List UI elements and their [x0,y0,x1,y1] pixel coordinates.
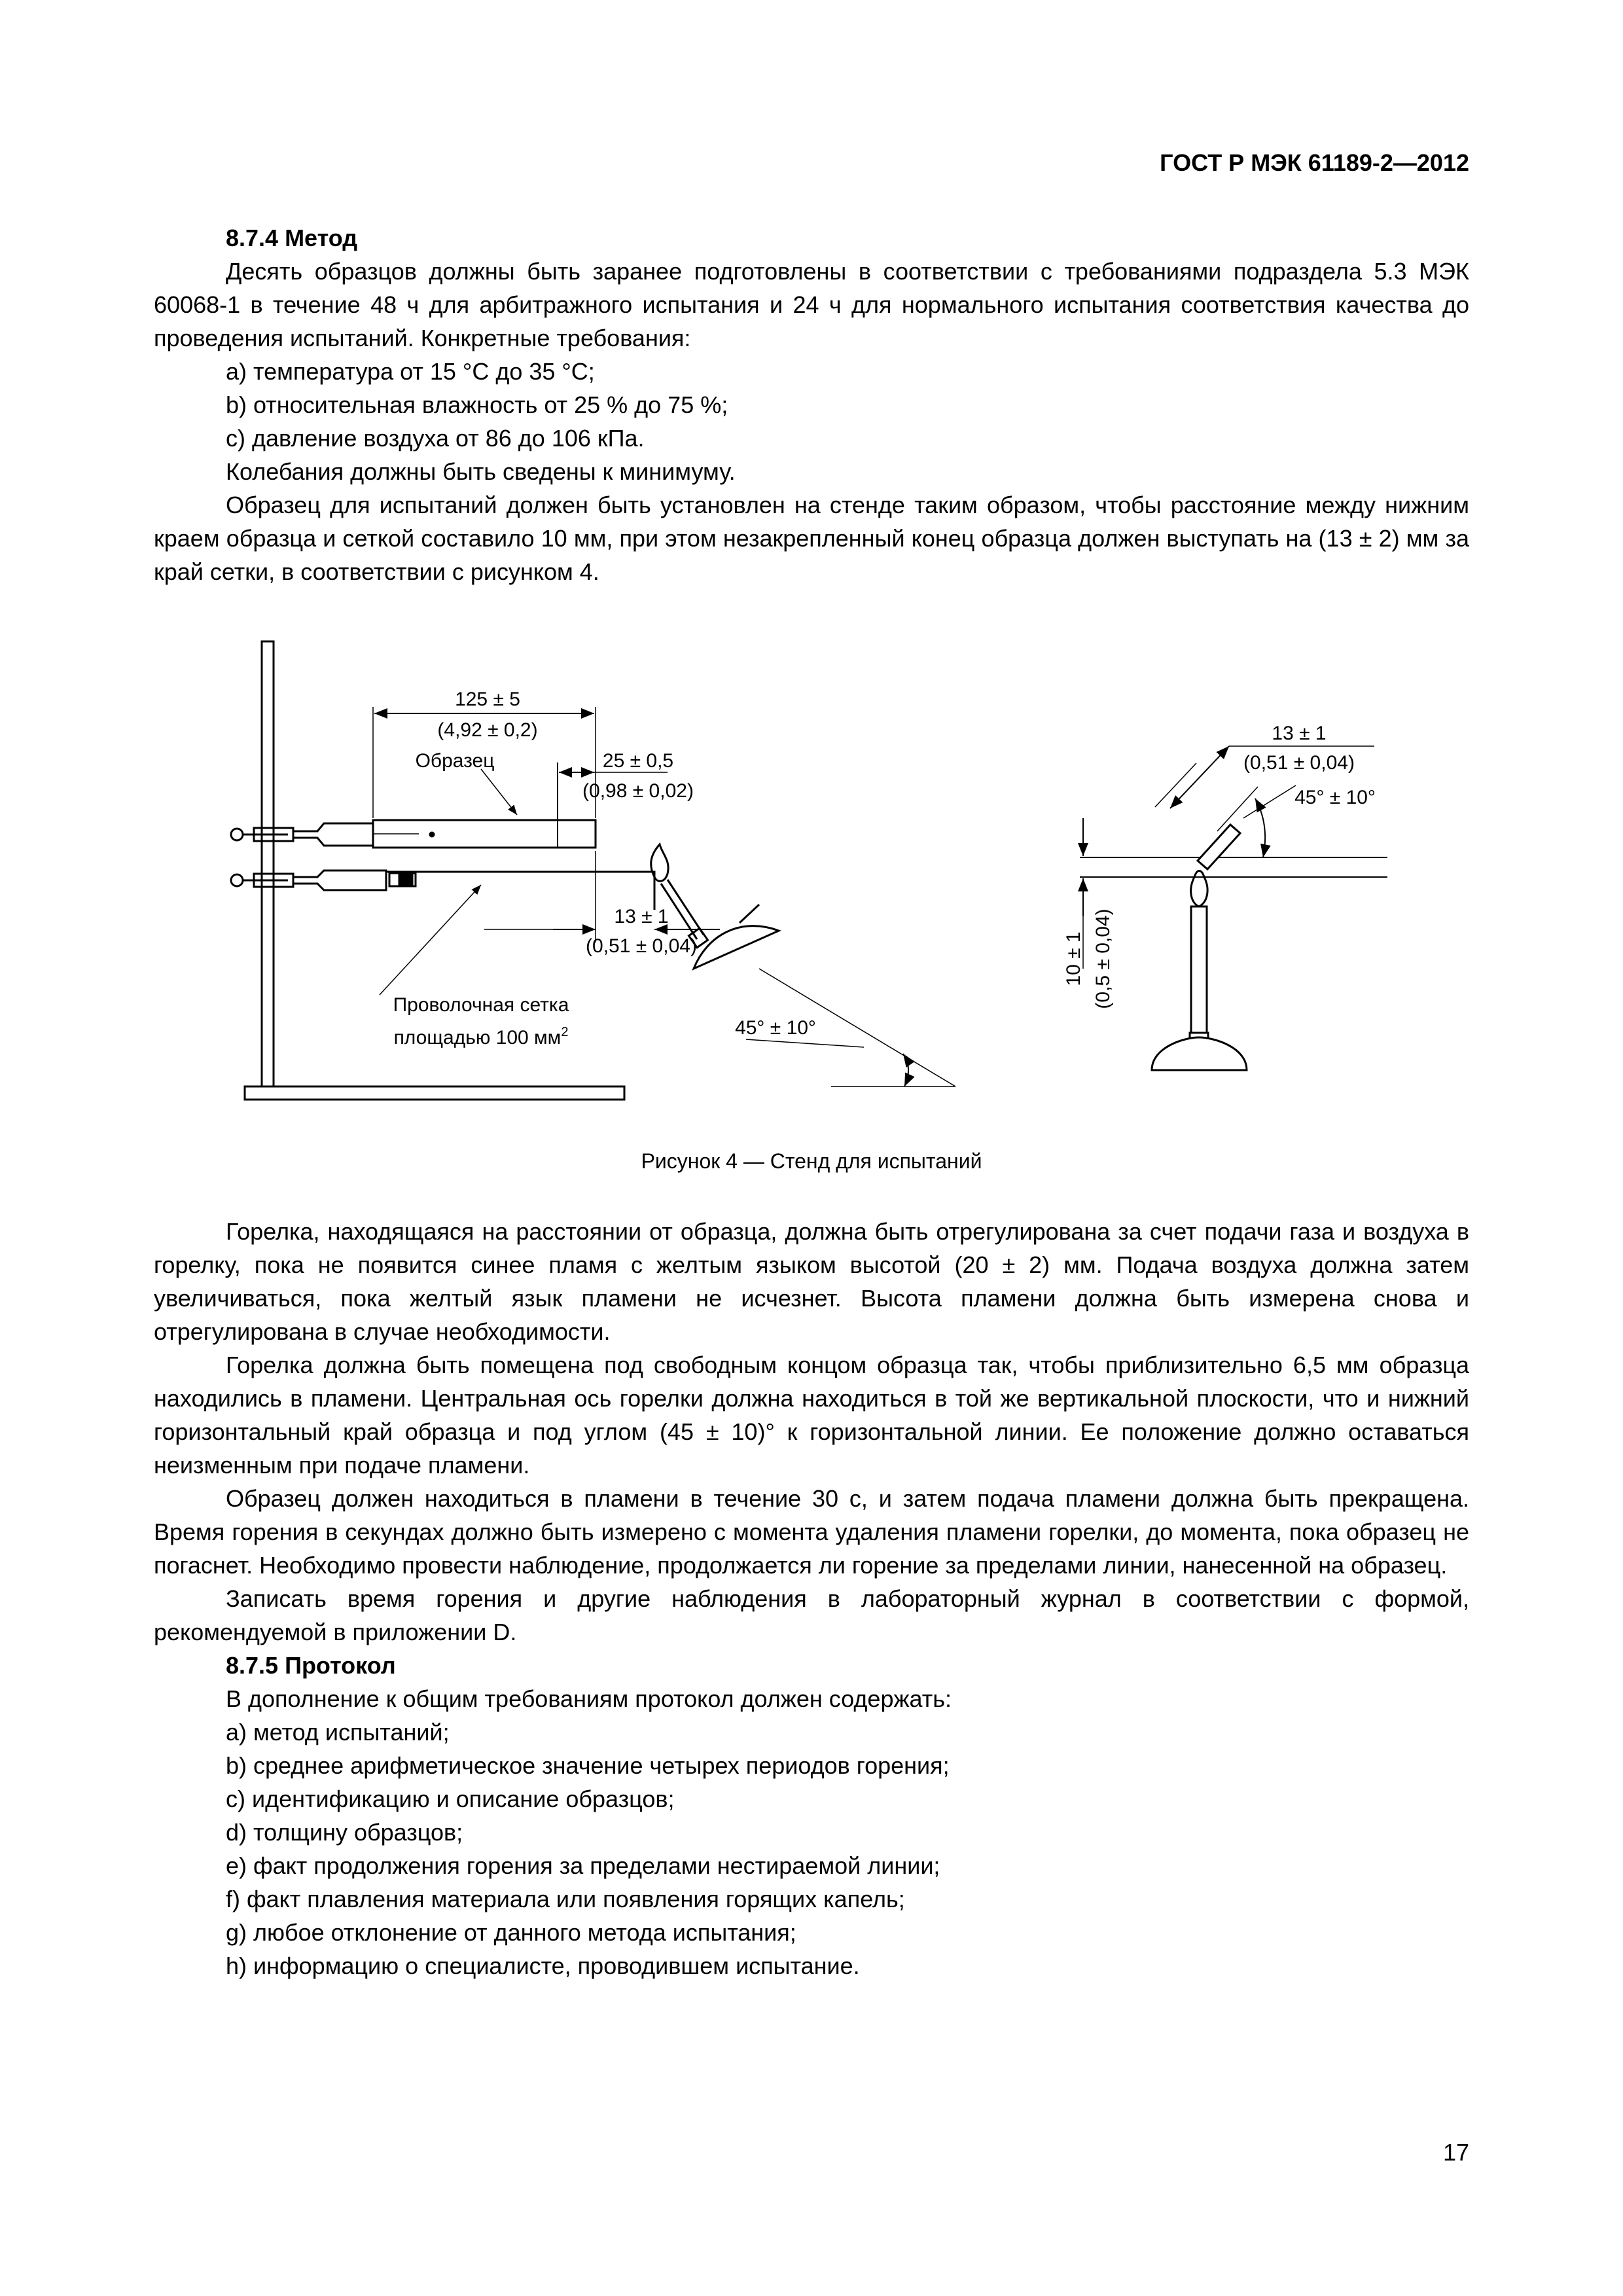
mesh-label-2: площадью 100 $мм^2$ [393,1025,569,1049]
burner-right-base [1152,1037,1247,1070]
clamp-arm-lower [293,870,386,890]
angle-right-label: 45° ± 10° [1294,787,1376,808]
dim-mark-inch-label: (0,98 ± 0,02) [582,780,694,802]
list-item: d) толщину образцов; [226,1819,463,1846]
mesh-label-1: Проволочная сетка [393,994,569,1016]
page-number: 17 [1442,2139,1469,2166]
burner-left-flame [651,844,668,881]
burner-left-base [694,926,779,969]
wire-mesh [386,872,654,910]
dim-overhang-label: 13 ± 1 [614,906,669,927]
angle-left-label: 45° ± 10° [735,1017,816,1039]
dim-length-inch-label: (4,92 ± 0,2) [437,719,538,741]
document-header: ГОСТ Р МЭК 61189-2—2012 [1160,149,1469,176]
list-item: h) информацию о специалисте, проводившем испытание. [226,1952,860,1979]
list-item: с) давление воздуха от 86 до 106 кПа. [226,425,645,452]
dim-flame-inch-label: (0,51 ± 0,04) [1243,752,1355,774]
list-item: b) среднее арифметическое значение четырех периодов горения; [226,1752,950,1779]
dim-mark-label: 25 ± 0,5 [602,750,674,772]
paragraph: Десять образцов должны быть заранее подготовлены в соответствии с требованиями подраздела 5.3 МЭК 60068-1 в течение 48 ч для арбитражного испытания и 24 ч для нормального испытания соответствия качества до проведения испытаний. Конкретные требования: [154,258,1469,351]
section-heading: 8.7.5 Протокол [226,1652,396,1679]
specimen-label: Образец [415,750,495,772]
paragraph: Образец для испытаний должен быть установлен на стенде таким образом, чтобы расстояние между нижним краем образца и сеткой составило 10 мм, при этом незакрепленный конец образца должен выступать на (13 ± 2) мм за край сетки, в соответствии с рисунком 4. [154,492,1469,585]
paragraph: В дополнение к общим требованиям протокол должен содержать: [226,1685,952,1712]
list-item: b) относительная влажность от 25 % до 75 %; [226,391,728,418]
stand-base [245,1086,624,1100]
paragraph: Горелка должна быть помещена под свободным концом образца так, чтобы приблизительно 6,5 мм образца находились в пламени. Центральная ось горелки должна находиться в той же вертикальной плоскости, что и нижний горизонтальный край образца и под углом (45 ± 10)° к горизонтальной линии. Ее положение должно оставаться неизменным при подаче пламени. [154,1352,1469,1479]
section-8-7-4-cont [154,1215,1469,1982]
list-item: f) факт плавления материала или появления горящих капель; [226,1886,905,1912]
list-item: а) метод испытаний; [226,1719,450,1746]
figure-4-test-stand [223,628,1400,1126]
list-item: а) температура от 15 °С до 35 °С; [226,358,595,385]
paragraph: Колебания должны быть сведены к минимуму. [226,458,736,485]
clamp-arm-upper [293,823,373,846]
clamp-knob-upper [231,829,243,840]
paragraph: Записать время горения и другие наблюдения в лабораторный журнал в соответствии с формой, рекомендуемой в приложении D. [154,1585,1469,1645]
list-item: с) идентификацию и описание образцов; [226,1785,675,1812]
dim-overhang-inch-label: (0,51 ± 0,04) [586,935,697,957]
dim-flame-label: 13 ± 1 [1272,723,1327,744]
section-8-7-4 [154,221,1469,588]
stand-rod [262,641,274,1086]
dim-gap-label: 10 ± 1 [1063,931,1084,986]
paragraph: Горелка, находящаяся на расстоянии от образца, должна быть отрегулирована за счет подачи газа и воздуха в горелку, пока не появится синее пламя с желтым языком высотой (20 ± 2) мм. Подача воздуха должна затем увеличиваться, пока желтый язык пламени не исчезнет. Высота пламени должна быть измерена снова и отрегулирована в случае необходимости. [154,1218,1469,1345]
paragraph: Образец должен находиться в пламени в течение 30 с, и затем подача пламени должна быть прекращена. Время горения в секундах должно быть измерено с момента удаления пламени горелки, до момента, пока образец не погаснет. Необходимо провести наблюдение, продолжается ли горение за пределами линии, нанесенной на образец. [154,1485,1469,1579]
burner-right-tube [1191,906,1207,1037]
clamp-knob-lower [231,874,243,886]
burner-right-flame [1191,871,1207,906]
list-item: g) любое отклонение от данного метода испытания; [226,1919,796,1946]
figure-caption: Рисунок 4 — Стенд для испытаний [641,1149,982,1173]
dim-length-label: 125 ± 5 [455,689,520,710]
section-heading: 8.7.4 Метод [226,224,358,251]
dim-gap-inch-label: (0,5 ± 0,04) [1092,908,1114,1009]
list-item: е) факт продолжения горения за пределами нестираемой линии; [226,1852,940,1879]
